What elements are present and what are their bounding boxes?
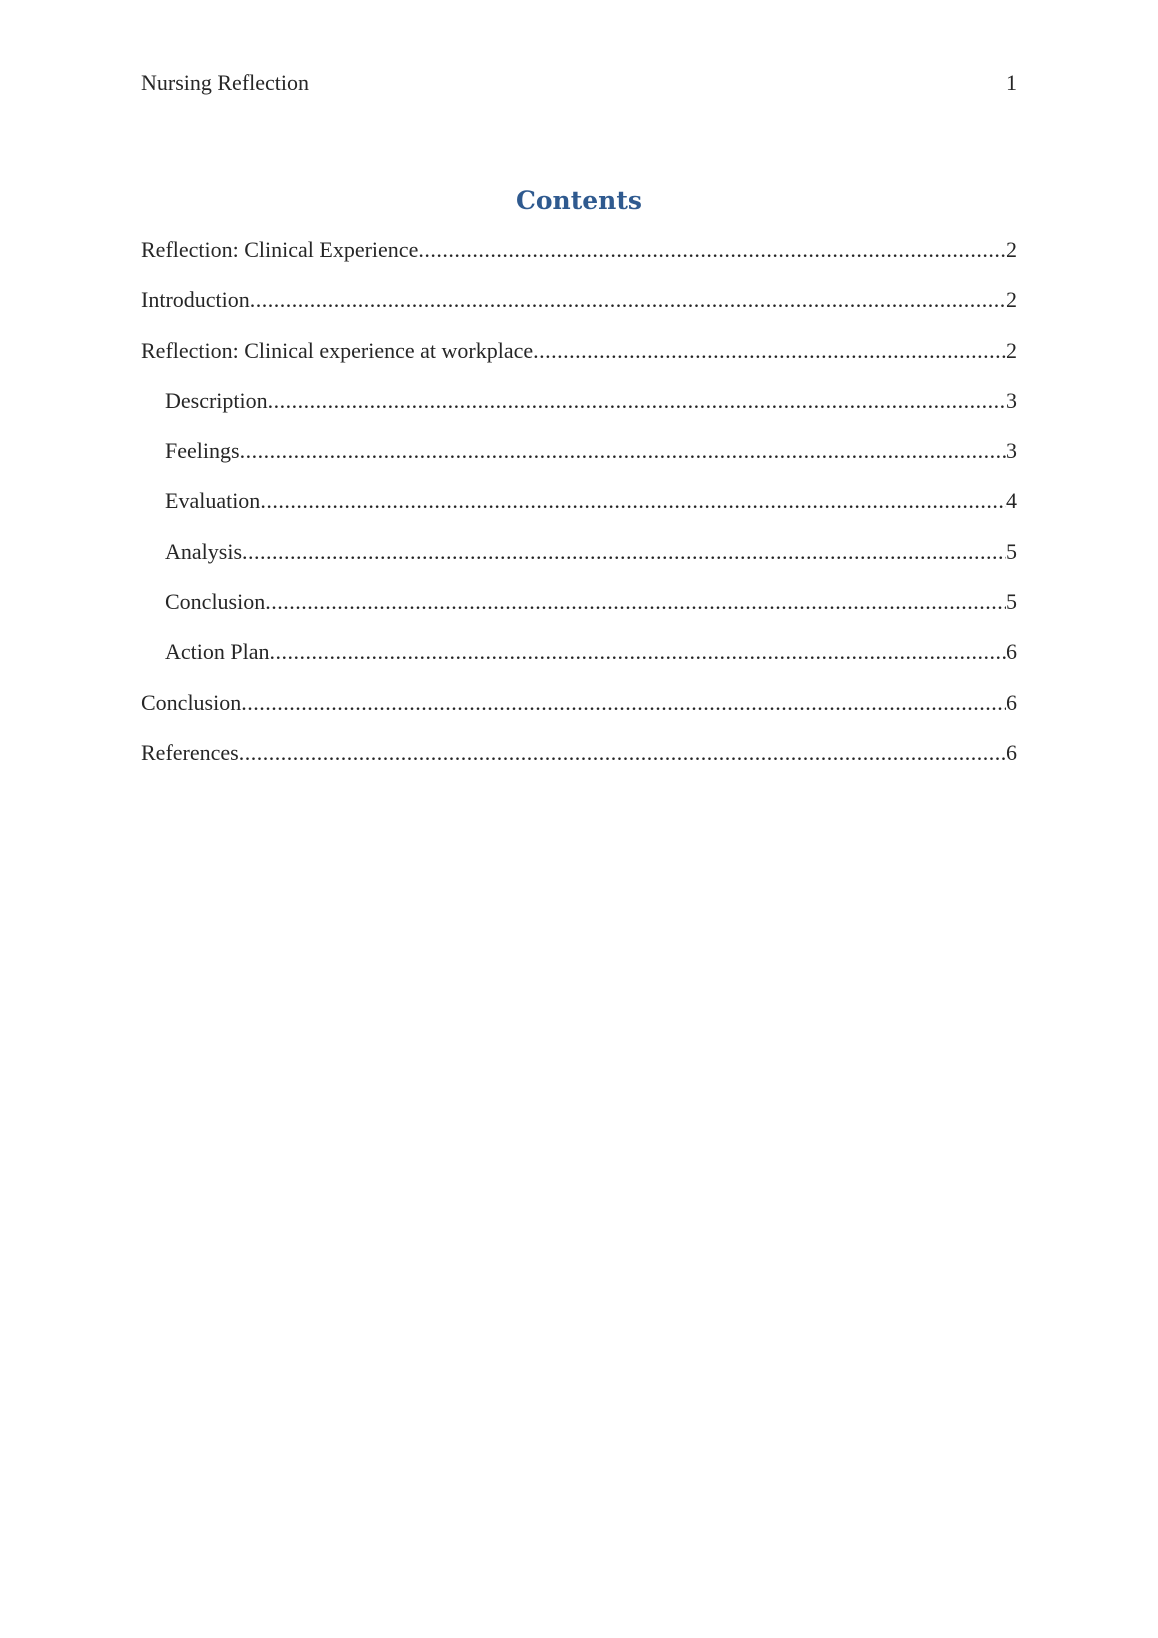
toc-entry-page: 5	[1006, 538, 1017, 564]
toc-entry-label: References	[141, 739, 239, 765]
running-title: Nursing Reflection	[141, 70, 310, 95]
toc-title: Contents	[515, 186, 642, 215]
toc-entry-label: Action Plan	[165, 639, 270, 665]
toc-entry-introduction[interactable]	[141, 286, 1017, 336]
toc-entry-analysis[interactable]	[141, 538, 1017, 588]
toc-entry-label: Description	[165, 387, 268, 413]
toc-entry-page: 3	[1006, 387, 1017, 413]
toc-leader-dots	[268, 387, 1006, 415]
page-number: 1	[1006, 70, 1017, 95]
toc-leader-dots	[260, 487, 1006, 515]
toc-entry-page: 6	[1006, 689, 1017, 715]
toc-leader-dots	[533, 337, 1006, 365]
toc-entry-conclusion-sub[interactable]	[141, 588, 1017, 638]
toc-entry-page: 4	[1006, 488, 1017, 514]
toc-leader-dots	[241, 689, 1006, 717]
toc-entry-page: 5	[1006, 589, 1017, 615]
toc-leader-dots	[270, 638, 1007, 666]
toc-entry-reflection-clinical-experience[interactable]	[141, 236, 1017, 286]
toc-leader-dots	[250, 286, 1006, 314]
toc-entry-page: 2	[1006, 337, 1017, 363]
toc-entry-label: Reflection: Clinical experience at workplace	[141, 337, 534, 363]
toc-entry-label: Conclusion	[141, 689, 242, 715]
toc-entry-label: Reflection: Clinical Experience	[141, 237, 419, 262]
toc-entry-evaluation[interactable]	[141, 487, 1017, 537]
page-header	[141, 68, 1017, 98]
toc-entry-action-plan[interactable]	[141, 638, 1017, 688]
toc-entry-label: Conclusion	[165, 589, 266, 615]
toc-leader-dots	[242, 538, 1006, 566]
toc-leader-dots	[240, 437, 1006, 465]
toc-entry-feelings[interactable]	[141, 437, 1017, 487]
toc-entry-page: 2	[1006, 237, 1017, 262]
toc-entry-label: Feelings	[165, 438, 240, 464]
table-of-contents	[141, 236, 1017, 789]
toc-entry-description[interactable]	[141, 387, 1017, 437]
toc-entry-label: Introduction	[141, 287, 250, 313]
toc-entry-label: Evaluation	[165, 488, 261, 514]
toc-leader-dots	[265, 588, 1006, 616]
toc-leader-dots	[418, 236, 1006, 264]
toc-entry-conclusion[interactable]	[141, 689, 1017, 739]
toc-entry-page: 6	[1006, 639, 1017, 665]
toc-entry-label: Analysis	[165, 538, 242, 564]
toc-entry-page: 6	[1006, 739, 1017, 765]
toc-leader-dots	[239, 739, 1006, 767]
toc-entry-references[interactable]	[141, 739, 1017, 789]
toc-entry-page: 2	[1006, 287, 1017, 313]
toc-entry-reflection-workplace[interactable]	[141, 337, 1017, 387]
toc-entry-page: 3	[1006, 438, 1017, 464]
